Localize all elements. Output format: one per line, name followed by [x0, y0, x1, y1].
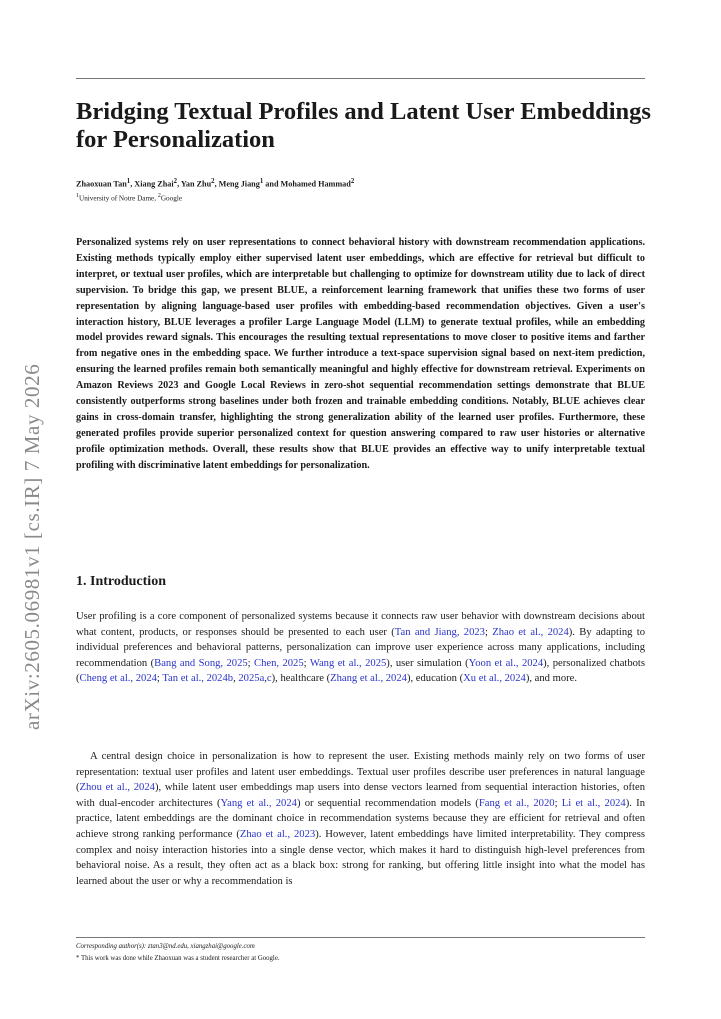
abstract: Personalized systems rely on user representations to connect behavioral history with downstream recommendation applications. Existing methods typically employ either supervised latent user embeddings, which are effective for retrieval but difficult to interpret, or textual user profiles, which are interpretable but challenging to optimize for downstream utility due to lack of direct supervision. To bridge this gap, we present BLUE, a reinforcement learning framework that unifies these two forms of user representation by aligning language-based user profiles with embedding-based recommendation objectives. Given a user's interaction history, BLUE leverages a profiler Large Language Model (LLM) to generate textual profiles, while an embedding model provides reward signals. This encourages the resulting textual representations to move closer to positive items and farther from negative ones in the embedding space. We further introduce a text-space supervision signal based on next-item prediction, ensuring the learned profiles remain both semantically meaningful and highly effective for downstream retrieval. Experiments on Amazon Reviews 2023 and Google Local Reviews in zero-shot sequential recommendation settings demonstrate that BLUE consistently outperforms strong baselines under both frozen and trainable embedding conditions. Notably, BLUE achieves clear gains in cross-domain transfer, highlighting the strong generalization ability of the learned user profiles. Furthermore, these generated profiles provide superior personalized context for question answering compared to raw user histories or alternative profile optimization methods. Overall, these results show that BLUE provides an effective way to unify interpretable textual profiling with discriminative latent embeddings for personalization. — [76, 237, 645, 471]
citation-link[interactable]: Wang et al., 2025 — [309, 657, 387, 669]
author-name: Yan Zhu — [180, 179, 212, 189]
citation-link[interactable]: Fang et al., 2020 — [478, 797, 555, 809]
author-affil-mark: 1 — [259, 178, 264, 185]
citation-link[interactable]: Yoon et al., 2024 — [468, 657, 544, 669]
header-rule — [76, 78, 645, 79]
citation-link[interactable]: Tan et al., 2024b — [162, 673, 234, 685]
citation-link[interactable]: Li et al., 2024 — [561, 797, 626, 809]
author-affil-mark: 2 — [350, 178, 355, 185]
footnote-rule — [76, 937, 645, 938]
citation-link[interactable]: 2025a — [238, 673, 265, 685]
author-affil-mark: 2 — [173, 178, 178, 185]
author-name: Meng Jiang — [218, 179, 260, 189]
author-affil-mark: 1 — [126, 178, 131, 185]
paper-title: Bridging Textual Profiles and Latent User Embeddings for Personalization — [76, 98, 651, 153]
intro-paragraph-2: A central design choice in personalization is how to represent the user. Existing methods mainly rely on two forms of user representation: textual user profiles and latent user embeddings. Textual user profiles describe user preferences in natural language (Zhou et al., 2024), while latent user embeddings map users into dense vectors learned from sequential interaction histories, often with dual-encoder architectures (Yang et al., 2024) or sequential recommendation models (Fang et al., 2020; Li et al., 2024). In practice, latent embeddings are the dominant choice in recommendation systems because they are efficient for retrieval and often achieve strong ranking performance (Zhao et al., 2023). However, latent embeddings have limited interpretability. They compress complex and noisy interaction histories into a single dense vector, which makes it hard to distinguish high-level preferences from behavioral noise. As a result, they often act as a black box: strong for ranking, but offering little insight into what the model has learned about the user or why a recommendation is — [76, 751, 645, 887]
affiliation: University of Notre Dame, — [79, 194, 158, 203]
corresponding-author-note: Corresponding author(s): ztan3@nd.edu, xiangzhai@google.com — [76, 943, 255, 950]
citation-link[interactable]: c — [266, 673, 272, 685]
intro-paragraph-1: User profiling is a core component of personalized systems because it connects raw user behavior with downstream decisions about what content, products, or responses should be presented to each user (Tan and Jiang, 2023; Zhao et al., 2024). By adapting to individual preferences and behavioral patterns, personalization can improve user experience across many applications, including recommendation (Bang and Song, 2025; Chen, 2025; Wang et al., 2025), user simulation (Yoon et al., 2024), personalized chatbots (Cheng et al., 2024; Tan et al., 2024b, 2025a,c), healthcare (Zhang et al., 2024), education (Xu et al., 2024), and more. — [76, 611, 646, 685]
author-name: Zhaoxuan Tan — [76, 179, 127, 189]
citation-link[interactable]: Xu et al., 2024 — [463, 673, 526, 685]
author-name: Mohamed Hammad — [280, 179, 351, 189]
footnote: * This work was done while Zhaoxuan was a student researcher at Google. — [76, 955, 280, 962]
section-title: Introduction — [90, 574, 166, 589]
citation-link[interactable]: Bang and Song, 2025 — [154, 657, 248, 669]
citation-link[interactable]: Tan and Jiang, 2023 — [394, 626, 485, 638]
citation-link[interactable]: Zhang et al., 2024 — [330, 673, 407, 685]
author-name: Xiang Zhai — [134, 179, 174, 189]
citation-link[interactable]: Yang et al., 2024 — [220, 797, 297, 809]
author-list: Zhaoxuan Tan$^1$, Xiang Zhai$^2$, Yan Zhu$^2$, Meng Jiang$^1$ and Mohamed Hammad$^2$ — [76, 178, 355, 189]
citation-link[interactable]: Cheng et al., 2024 — [79, 673, 157, 685]
author-affil-mark: 2 — [211, 178, 215, 185]
citation-link[interactable]: Zhao et al., 2023 — [239, 828, 316, 840]
citation-link[interactable]: Chen, 2025 — [254, 657, 304, 669]
arxiv-identifier: arXiv:2605.06981v1 [cs.IR] 7 May 2026 — [20, 363, 44, 730]
citation-link[interactable]: Zhao et al., 2024 — [492, 626, 569, 638]
affiliation: Google — [160, 194, 183, 203]
section-heading — [76, 574, 166, 590]
citation-link[interactable]: Zhou et al., 2024 — [79, 782, 155, 794]
affiliations: $^1$University of Notre Dame, $^2$Google — [76, 193, 183, 203]
section-number: 1. — [76, 574, 87, 589]
